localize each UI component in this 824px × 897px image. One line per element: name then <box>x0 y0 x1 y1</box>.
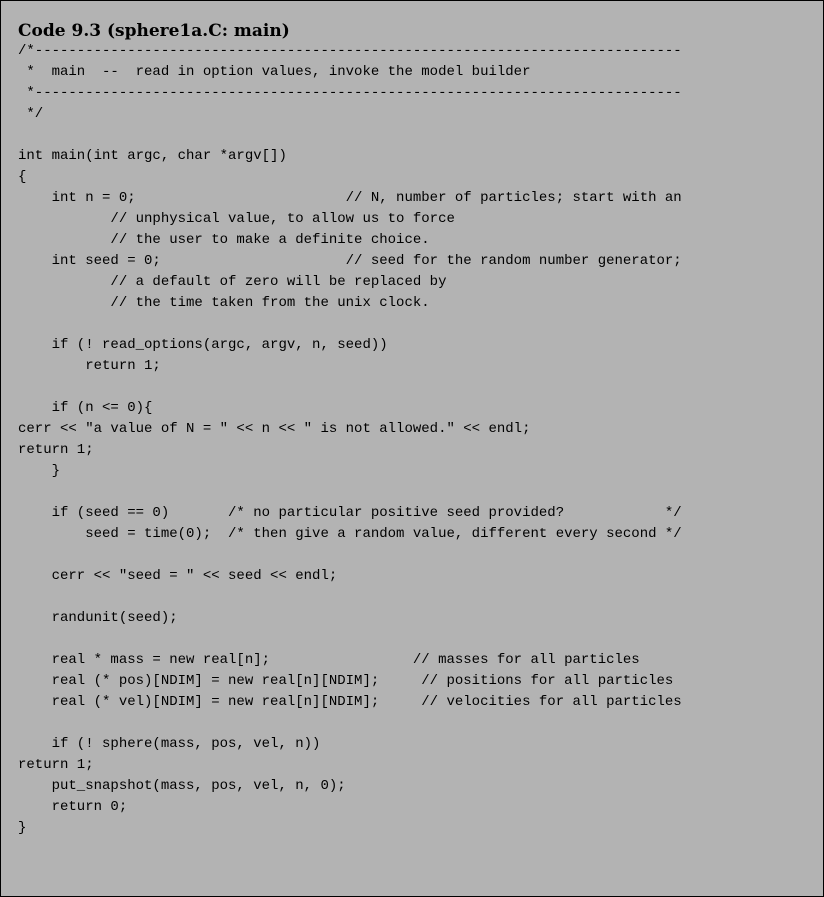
code-line: real (* pos)[NDIM] = new real[n][NDIM]; // positions for all particles <box>18 673 674 689</box>
code-line: randunit(seed); <box>18 610 178 626</box>
code-line <box>18 482 682 503</box>
listing-title: Code 9.3 (sphere1a.C: main) <box>18 21 290 41</box>
code-line: if (! read_options(argc, argv, n, seed)) <box>18 337 388 353</box>
code-line <box>18 713 682 734</box>
code-line: } <box>18 463 61 479</box>
code-line: return 1; <box>18 442 94 458</box>
code-line: } <box>18 820 27 836</box>
code-line: put_snapshot(mass, pos, vel, n, 0); <box>18 778 346 794</box>
code-line: // the time taken from the unix clock. <box>18 295 430 311</box>
code-line: *----------------------------------------------------------------------------- <box>18 85 682 101</box>
code-line: // a default of zero will be replaced by <box>18 274 447 290</box>
code-line: // unphysical value, to allow us to force <box>18 211 455 227</box>
code-line: return 0; <box>18 799 128 815</box>
code-line: cerr << "seed = " << seed << endl; <box>18 568 338 584</box>
code-line: return 1; <box>18 757 94 773</box>
code-line: if (! sphere(mass, pos, vel, n)) <box>18 736 321 752</box>
code-line <box>18 629 682 650</box>
code-line <box>18 587 682 608</box>
code-line: int main(int argc, char *argv[]) <box>18 148 287 164</box>
code-line: // the user to make a definite choice. <box>18 232 430 248</box>
code-line: if (seed == 0) /* no particular positive seed provided? */ <box>18 505 682 521</box>
code-line: seed = time(0); /* then give a random value, different every second */ <box>18 526 682 542</box>
code-line: return 1; <box>18 358 161 374</box>
code-line: cerr << "a value of N = " << n << " is not allowed." << endl; <box>18 421 531 437</box>
code-line <box>18 314 682 335</box>
code-line: * main -- read in option values, invoke the model builder <box>18 64 531 80</box>
code-line: { <box>18 169 27 185</box>
code-line: if (n <= 0){ <box>18 400 153 416</box>
code-line: real * mass = new real[n]; // masses for all particles <box>18 652 640 668</box>
code-line: real (* vel)[NDIM] = new real[n][NDIM]; // velocities for all particles <box>18 694 682 710</box>
code-line: */ <box>18 106 44 122</box>
code-line <box>18 545 682 566</box>
code-line: /*----------------------------------------------------------------------------- <box>18 43 682 59</box>
code-line: int n = 0; // N, number of particles; start with an <box>18 190 682 206</box>
code-line <box>18 377 682 398</box>
code-line <box>18 125 682 146</box>
code-line: int seed = 0; // seed for the random number generator; <box>18 253 682 269</box>
code-block <box>18 41 682 839</box>
